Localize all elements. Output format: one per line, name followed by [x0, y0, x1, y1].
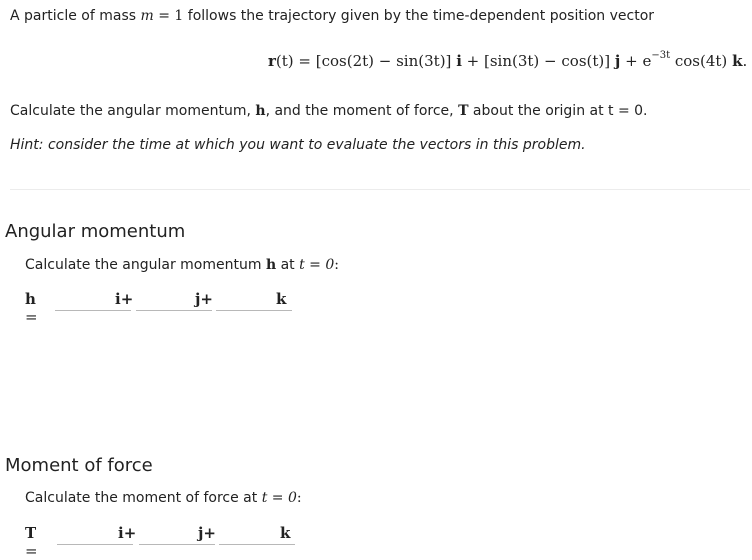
eq-e: e	[642, 52, 652, 70]
question-text: Calculate the angular momentum,	[10, 103, 256, 119]
eq-k-component: cos(4t)	[670, 52, 728, 70]
problem-question	[10, 103, 648, 119]
T-symbol: T	[25, 524, 37, 542]
am-prompt-colon: :	[334, 257, 339, 273]
intro-text: A particle of mass	[10, 8, 141, 24]
problem-hint: Hint: consider the time at which you want to evaluate the vectors in this problem.	[10, 137, 586, 153]
eq-arg: (t)	[275, 52, 294, 70]
T-equals: =	[25, 542, 38, 560]
eq-j: j	[614, 52, 621, 70]
intro-equals: =	[153, 8, 175, 24]
question-text-suffix: about the origin at t = 0.	[468, 103, 648, 119]
T-i-unit: i+	[118, 524, 137, 542]
intro-text-suffix: follows the trajectory given by the time-dependent position vector	[183, 8, 655, 24]
am-prompt-condition: t = 0	[299, 257, 335, 273]
angular-momentum-title: Angular momentum	[5, 221, 186, 242]
question-h: h	[255, 103, 266, 119]
angular-momentum-prompt	[25, 257, 339, 273]
eq-equals: =	[293, 52, 316, 70]
trajectory-equation	[268, 52, 747, 70]
moment-of-force-prompt	[25, 490, 302, 506]
question-T: T	[458, 103, 469, 119]
eq-plus: +	[461, 52, 484, 70]
h-equals: =	[25, 308, 38, 326]
eq-i: i	[456, 52, 462, 70]
am-prompt-symbol: h	[265, 257, 277, 273]
eq-exponent: −3t	[651, 50, 671, 61]
problem-intro	[10, 8, 654, 24]
h-symbol: h	[25, 290, 36, 308]
h-label	[25, 290, 38, 326]
mf-prompt-colon: :	[296, 490, 302, 506]
mf-prompt-text: Calculate the moment of force at	[25, 490, 262, 506]
eq-k: k	[732, 52, 743, 70]
am-prompt-text: Calculate the angular momentum	[25, 257, 266, 273]
am-prompt-at: at	[276, 257, 300, 273]
h-k-unit: k	[276, 290, 287, 308]
mf-prompt-condition: t = 0	[261, 490, 297, 506]
section-divider	[10, 189, 750, 190]
h-i-unit: i+	[115, 290, 134, 308]
mass-symbol: m	[140, 8, 154, 24]
question-text-mid: , and the moment of force,	[265, 103, 459, 119]
T-label	[25, 524, 38, 560]
eq-r: r	[268, 52, 276, 70]
eq-plus: +	[620, 52, 643, 70]
mass-value: 1	[174, 8, 184, 24]
moment-of-force-title: Moment of force	[5, 455, 153, 476]
eq-period: .	[742, 52, 748, 70]
T-j-unit: j+	[198, 524, 216, 542]
eq-i-component: [cos(2t) − sin(3t)]	[315, 52, 452, 70]
eq-j-component: [sin(3t) − cos(t)]	[484, 52, 611, 70]
h-j-unit: j+	[195, 290, 213, 308]
T-k-unit: k	[280, 524, 291, 542]
